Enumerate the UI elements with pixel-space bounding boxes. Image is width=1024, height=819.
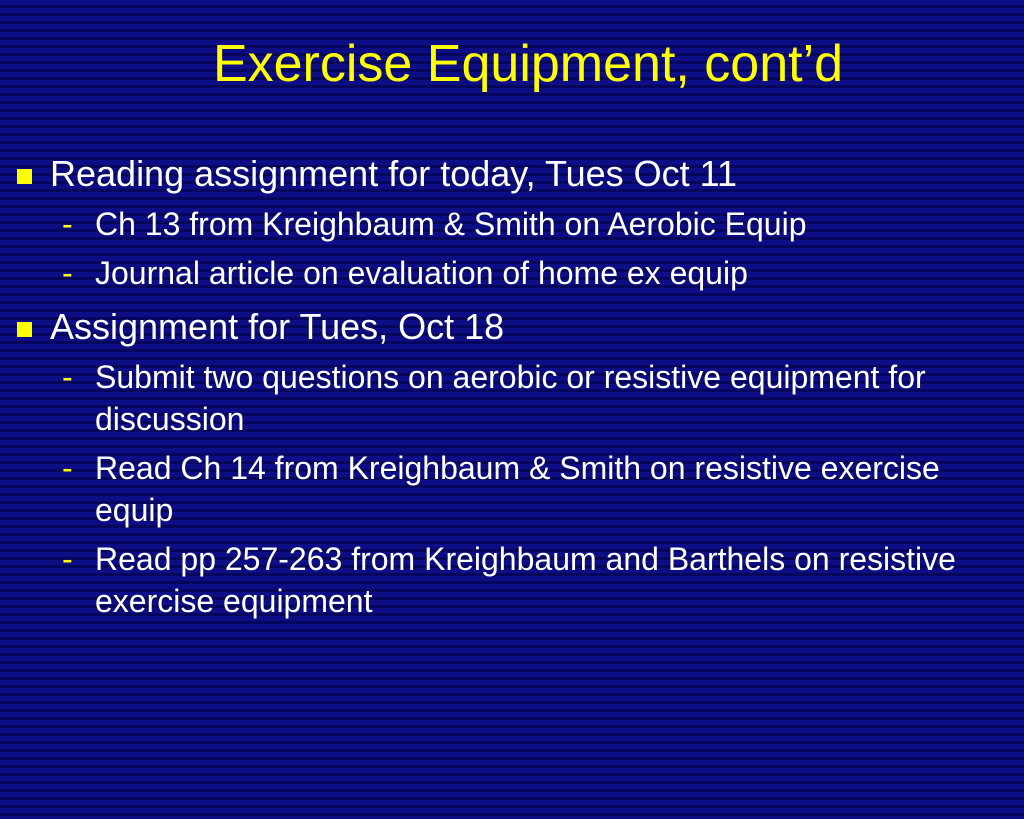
sub-bullet-item bbox=[0, 252, 1024, 294]
square-bullet-icon bbox=[17, 322, 32, 337]
sub-bullet-text: Ch 13 from Kreighbaum & Smith on Aerobic Equip bbox=[95, 206, 807, 242]
bullet-text: Reading assignment for today, Tues Oct 11 bbox=[50, 153, 738, 194]
sub-bullet-item bbox=[0, 447, 1024, 531]
sub-bullet-item bbox=[0, 538, 1024, 622]
sub-list-container bbox=[0, 356, 1024, 622]
sub-bullet-text: Read Ch 14 from Kreighbaum & Smith on resistive exercise equip bbox=[95, 450, 940, 528]
bullet-assignment-next bbox=[0, 301, 1024, 353]
sub-bullet-item bbox=[0, 203, 1024, 245]
bullet-reading-assignment bbox=[0, 148, 1024, 200]
dash-bullet-icon: - bbox=[62, 206, 73, 242]
dash-bullet-icon: - bbox=[62, 541, 73, 577]
dash-bullet-icon: - bbox=[62, 359, 73, 395]
dash-bullet-icon: - bbox=[62, 255, 73, 291]
square-bullet-icon bbox=[17, 169, 32, 184]
sub-bullet-list bbox=[0, 356, 1024, 622]
sub-bullet-text: Journal article on evaluation of home ex equip bbox=[95, 255, 748, 291]
sub-bullet-item bbox=[0, 356, 1024, 440]
sub-list-container bbox=[0, 203, 1024, 294]
sub-bullet-text: Submit two questions on aerobic or resistive equipment for discussion bbox=[95, 359, 926, 437]
sub-bullet-text: Read pp 257-263 from Kreighbaum and Barthels on resistive exercise equipment bbox=[95, 541, 956, 619]
sub-bullet-list bbox=[0, 203, 1024, 294]
bullet-list bbox=[0, 148, 1024, 629]
dash-bullet-icon: - bbox=[62, 450, 73, 486]
slide-title: Exercise Equipment, cont’d bbox=[212, 35, 844, 93]
bullet-text: Assignment for Tues, Oct 18 bbox=[50, 306, 505, 347]
